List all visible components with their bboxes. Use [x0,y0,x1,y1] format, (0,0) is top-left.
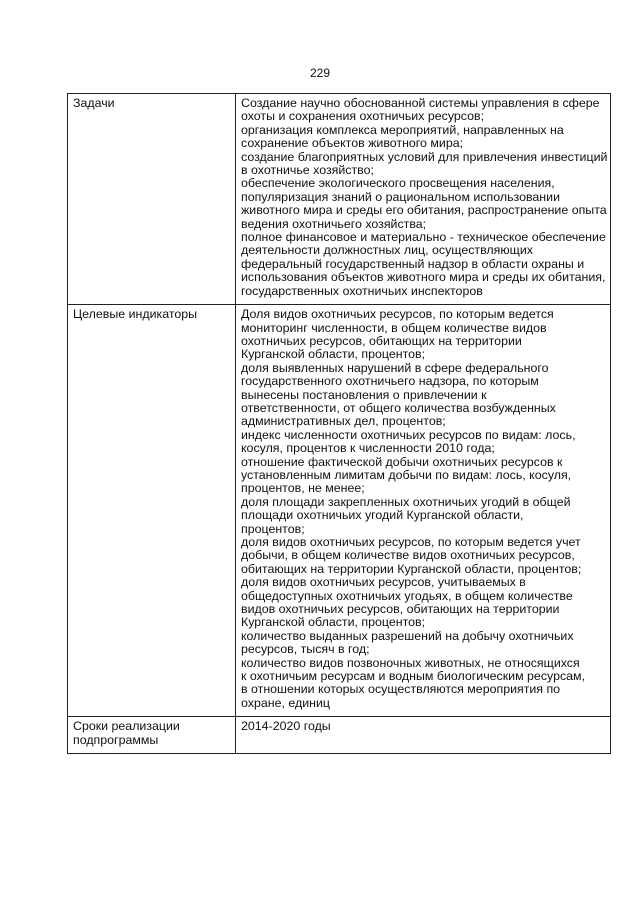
text-line: административных дел, процентов; [241,414,446,429]
text-line: 2014-2020 годы [241,719,331,734]
text-line: отношение фактической добычи охотничьих ресурсов к [241,454,563,469]
label-text: Задачи [73,96,115,110]
text-line: ресурсов, тысяч в год; [241,642,370,657]
text-line: животного мира и среды его обитания, распространение опыта [241,203,607,218]
text-line: установленным лимитам добычи по видам: лось, косуля, [241,467,572,482]
table-row-implementation-period [68,717,611,754]
text-line: видов охотничьих ресурсов, обитающих на территории [241,602,560,617]
text-line: Создание научно обоснованной системы управления в сфере [241,96,600,110]
text-line: доля выявленных нарушений в сфере федерального [241,360,549,375]
row-label-target-indicators [68,305,236,717]
table-row-tasks [68,94,611,305]
text-line: сохранение объектов животного мира; [241,136,464,151]
text-line: процентов, не менее; [241,481,365,496]
text-line: федеральный государственный надзор в области охраны и [241,256,585,271]
text-line: ответственности, от общего количества возбужденных [241,400,556,415]
text-line: обитающих на территории Курганской области, процентов; [241,561,582,576]
text-line: доля видов охотничьих ресурсов, по которым ведется учет [241,535,581,549]
text-line: в отношении которых осуществляются мероприятия по [241,682,561,697]
text-line: Доля видов охотничьих ресурсов, по которым ведется [241,307,554,322]
row-content-implementation-period [236,717,611,754]
label-text: Сроки реализации [73,719,180,734]
text-line: доля площади закрепленных охотничьих угодий в общей [241,494,571,509]
row-label-implementation-period [68,717,236,754]
subprogram-passport-table [67,93,611,754]
text-line: процентов; [241,521,305,536]
text-line: доля видов охотничьих ресурсов, учитываемых в [241,575,526,590]
label-text: подпрограммы [73,732,159,747]
text-line: создание благоприятных условий для привлечения инвестиций [241,149,608,164]
text-line: вынесены постановления о привлечении к [241,387,487,402]
text-line: индекс численности охотничьих ресурсов по видам: лось, [241,427,576,442]
text-line: добычи, в общем количестве видов охотничьих ресурсов, [241,548,575,563]
row-content-tasks [236,94,611,305]
table-row-target-indicators [68,305,611,717]
text-line: Курганской области, процентов; [241,615,426,630]
text-line: в охотничье хозяйство; [241,163,374,178]
text-line: государственных охотничьих инспекторов [241,283,483,298]
text-line: деятельности должностных лиц, осуществляющих [241,243,533,258]
text-line: обеспечение экологического просвещения населения, [241,176,555,191]
text-line: охотничьих ресурсов, обитающих на территории [241,333,522,348]
text-line: полное финансовое и материально - техническое обеспечение [241,230,606,245]
text-line: государственного охотничьего надзора, по которым [241,374,539,389]
text-line: к охотничьим ресурсам и водным биологическим ресурсам, [241,669,586,684]
page-number: 229 [309,66,331,80]
text-line: косуля, процентов к численности 2010 года; [241,441,495,456]
row-label-tasks [68,94,236,305]
text-line: количество видов позвоночных животных, не относящихся [241,655,580,670]
text-line: общедоступных охотничьих угодьях, в общем количестве [241,588,573,603]
text-line: ведения охотничьего хозяйства; [241,216,427,231]
text-line: организация комплекса мероприятий, направленных на [241,122,564,137]
text-line: охоты и сохранения охотничьих ресурсов; [241,109,485,124]
row-content-target-indicators [236,305,611,717]
text-line: Курганской области, процентов; [241,347,426,362]
label-text: Целевые индикаторы [73,307,198,322]
text-line: охране, единиц [241,695,330,710]
text-line: использования объектов животного мира и среды их обитания, [241,270,606,285]
text-line: площади охотничьих угодий Курганской области, [241,508,524,523]
text-line: мониторинг численности, в общем количестве видов [241,320,547,335]
text-line: популяризация знаний о рациональном использовании [241,189,560,204]
text-line: количество выданных разрешений на добычу охотничьих [241,628,574,643]
